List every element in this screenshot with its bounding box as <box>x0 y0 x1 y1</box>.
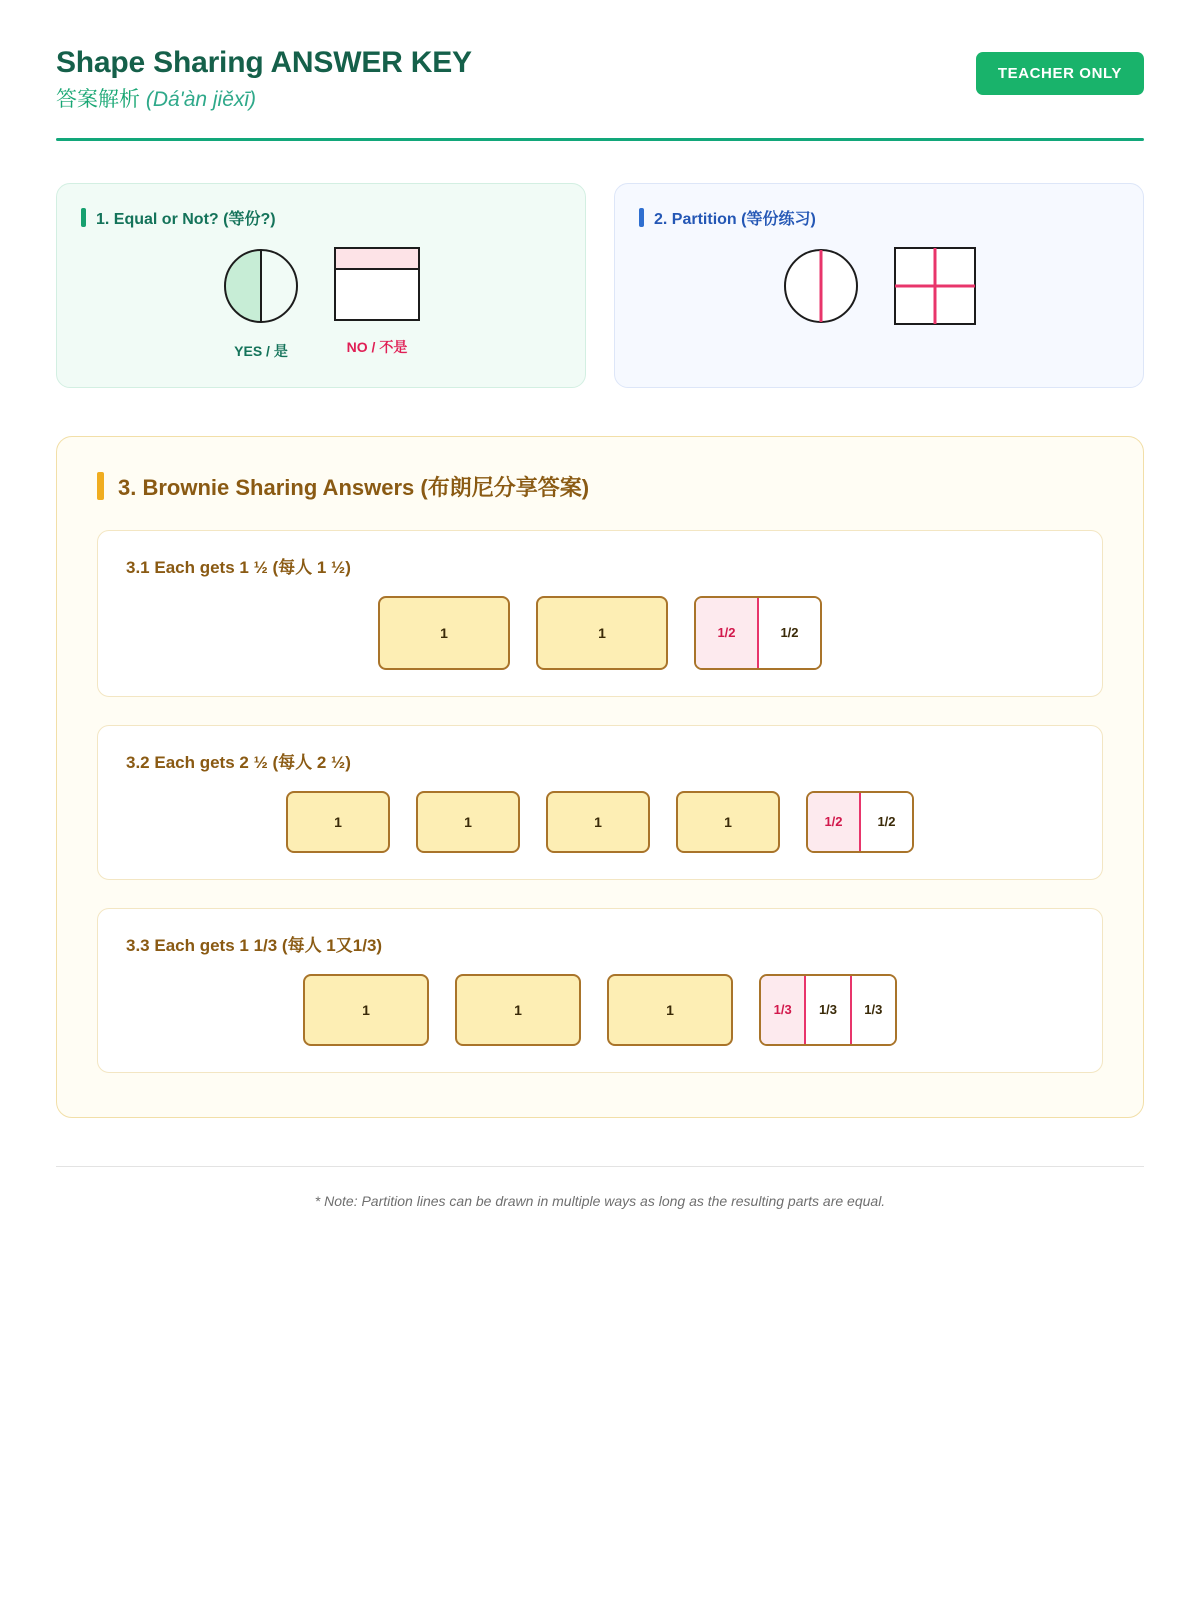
answer-item-3-1 <box>97 530 1103 697</box>
brownie-whole: 1 <box>676 791 780 853</box>
brownie-whole: 1 <box>536 596 668 670</box>
page-title: Shape Sharing ANSWER KEY <box>56 46 472 79</box>
accent-bar-icon <box>97 472 104 500</box>
brownie-piece: 1/3 <box>804 976 849 1044</box>
answer-item-3-1-label: 3.1 Each gets 1 ½ (每人 1 ½) <box>126 557 351 577</box>
brownie-whole: 1 <box>303 974 429 1046</box>
label-yes: YES / 是 <box>234 342 288 359</box>
section-brownie-title: 3. Brownie Sharing Answers (布朗尼分享答案) <box>118 474 590 500</box>
square-quarters-icon <box>894 247 976 330</box>
answer-item-3-3 <box>97 908 1103 1073</box>
accent-bar-icon <box>81 208 86 227</box>
page-subtitle <box>56 87 472 112</box>
section-brownie-sharing <box>56 436 1144 1118</box>
card-equal-or-not-header <box>81 206 561 229</box>
brownie-split-halves <box>806 791 914 853</box>
card-partition <box>614 183 1144 388</box>
square-shaded-band <box>336 249 418 270</box>
shape-col-no <box>334 247 420 357</box>
top-cards-row <box>56 183 1144 388</box>
card-equal-or-not-title: 1. Equal or Not? (等份?) <box>96 210 276 228</box>
brownie-whole: 1 <box>546 791 650 853</box>
brownie-piece: 1/2 <box>808 793 859 851</box>
answer-item-3-3-label: 3.3 Each gets 1 1/3 (每人 1又1/3) <box>126 935 383 955</box>
shape-col-square-partition <box>894 247 976 330</box>
page-header <box>56 46 1144 112</box>
answer-item-3-3-shapes <box>126 974 1074 1046</box>
answer-item-3-1-shapes <box>126 596 1074 670</box>
answer-item-3-2 <box>97 725 1103 880</box>
circle-halves-icon <box>222 247 300 325</box>
label-no: NO / 不是 <box>346 338 408 355</box>
card-equal-or-not-shapes <box>81 247 561 361</box>
card-equal-or-not <box>56 183 586 388</box>
answer-item-3-2-shapes <box>126 791 1074 853</box>
section-brownie-header <box>97 471 1103 502</box>
brownie-piece: 1/2 <box>757 598 820 668</box>
brownie-piece: 1/2 <box>696 598 757 668</box>
title-block <box>56 46 472 112</box>
circle-vertical-partition-icon <box>782 247 860 325</box>
brownie-piece: 1/2 <box>859 793 912 851</box>
shape-col-circle-partition <box>782 247 860 325</box>
brownie-piece: 1/3 <box>761 976 804 1044</box>
answer-item-3-2-label: 3.2 Each gets 2 ½ (每人 2 ½) <box>126 752 351 772</box>
accent-bar-icon <box>639 208 644 227</box>
card-partition-shapes <box>639 247 1119 330</box>
brownie-piece: 1/3 <box>850 976 895 1044</box>
page-subtitle-chinese: 答案解析 <box>56 87 140 111</box>
brownie-whole: 1 <box>416 791 520 853</box>
brownie-whole: 1 <box>378 596 510 670</box>
footer-divider <box>56 1166 1144 1167</box>
card-partition-header <box>639 206 1119 229</box>
card-partition-title: 2. Partition (等份练习) <box>654 210 816 228</box>
shape-col-yes <box>222 247 300 361</box>
footer-note: * Note: Partition lines can be drawn in multiple ways as long as the resulting parts are equal. <box>314 1192 886 1209</box>
header-divider <box>56 138 1144 141</box>
brownie-split-thirds <box>759 974 897 1046</box>
page-subtitle-pinyin: (Dá'àn jiěxī) <box>145 87 257 111</box>
brownie-whole: 1 <box>607 974 733 1046</box>
brownie-split-halves <box>694 596 822 670</box>
brownie-whole: 1 <box>286 791 390 853</box>
teacher-only-badge: TEACHER ONLY <box>976 52 1144 95</box>
brownie-whole: 1 <box>455 974 581 1046</box>
square-unequal-icon <box>334 247 420 321</box>
